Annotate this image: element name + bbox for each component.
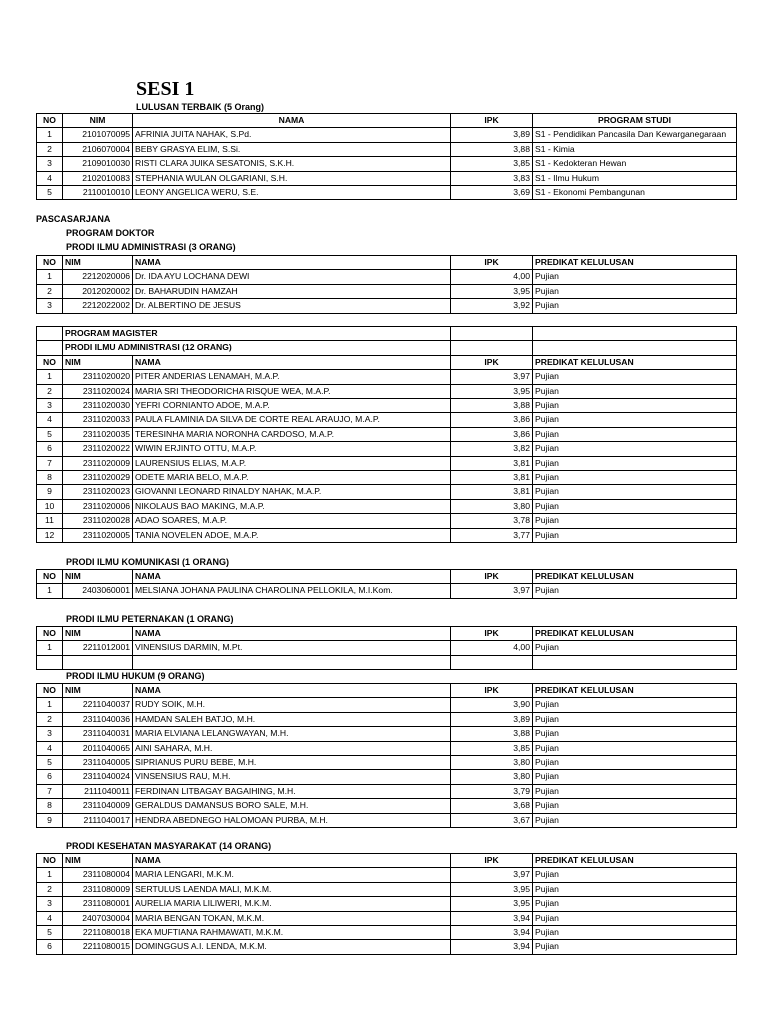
cell-nim: 2102010083 xyxy=(63,171,133,185)
cell-no: 3 xyxy=(37,897,63,911)
col-predikat: PREDIKAT KELULUSAN xyxy=(533,570,737,584)
cell-pred: Pujian xyxy=(533,471,737,485)
cell-no: 1 xyxy=(37,698,63,712)
col-nama: NAMA xyxy=(133,355,451,369)
cell-no: 2 xyxy=(37,142,63,156)
cell-nama: ODETE MARIA BELO, M.A.P. xyxy=(133,471,451,485)
cell-ipk: 3,78 xyxy=(451,514,533,528)
table-row xyxy=(37,698,737,712)
col-program: PROGRAM STUDI xyxy=(533,114,737,128)
cell-ipk: 3,95 xyxy=(451,897,533,911)
cell-nama: BEBY GRASYA ELIM, S.Si. xyxy=(133,142,451,156)
cell-nim: 2311040031 xyxy=(63,727,133,741)
cell-no: 8 xyxy=(37,471,63,485)
cell-nama: STEPHANIA WULAN OLGARIANI, S.H. xyxy=(133,171,451,185)
col-ipk: IPK xyxy=(451,684,533,698)
col-nama: NAMA xyxy=(133,627,451,641)
cell-nim: 2311020020 xyxy=(63,370,133,384)
col-ipk: IPK xyxy=(451,570,533,584)
peternakan-table xyxy=(36,626,737,670)
cell-nama: WIWIN ERJINTO OTTU, M.A.P. xyxy=(133,442,451,456)
cell-no: 6 xyxy=(37,442,63,456)
cell-no: 3 xyxy=(37,157,63,171)
cell-nim: 2311020030 xyxy=(63,399,133,413)
table-row xyxy=(37,926,737,940)
table-header-row xyxy=(37,570,737,584)
cell-nama: Dr. IDA AYU LOCHANA DEWI xyxy=(133,270,451,284)
col-predikat: PREDIKAT KELULUSAN xyxy=(533,684,737,698)
cell-ipk: 3,94 xyxy=(451,911,533,925)
cell-nama: VINSENSIUS RAU, M.H. xyxy=(133,770,451,784)
table-row xyxy=(37,299,737,313)
cell-ipk: 3,86 xyxy=(451,427,533,441)
col-nama: NAMA xyxy=(133,256,451,270)
cell-nama: MARIA LENGARI, M.K.M. xyxy=(133,868,451,882)
cell-no: 9 xyxy=(37,813,63,827)
table-row xyxy=(37,727,737,741)
cell-nama: NIKOLAUS BAO MAKING, M.A.P. xyxy=(133,499,451,513)
cell-nim: 2212022002 xyxy=(63,299,133,313)
table-row xyxy=(37,514,737,528)
cell-nama: TERESINHA MARIA NORONHA CARDOSO, M.A.P. xyxy=(133,427,451,441)
table-row xyxy=(37,270,737,284)
cell-pred: Pujian xyxy=(533,911,737,925)
cell-nama: RISTI CLARA JUIKA SESATONIS, S.K.H. xyxy=(133,157,451,171)
cell-ipk: 3,85 xyxy=(451,157,533,171)
table-row xyxy=(37,813,737,827)
cell-ipk: 3,88 xyxy=(451,727,533,741)
col-nim: NIM xyxy=(63,684,133,698)
table-row xyxy=(37,142,737,156)
table-row xyxy=(37,186,737,200)
cell-nama: ADAO SOARES, M.A.P. xyxy=(133,514,451,528)
cell-no: 1 xyxy=(37,370,63,384)
cell-nim: 2311080004 xyxy=(63,868,133,882)
cell-pred: Pujian xyxy=(533,427,737,441)
magister-label: PROGRAM MAGISTER xyxy=(63,327,451,341)
table-row xyxy=(37,157,737,171)
table-row xyxy=(37,284,737,298)
peternakan-label: PRODI ILMU PETERNAKAN (1 ORANG) xyxy=(66,614,234,624)
cell-nama: TANIA NOVELEN ADOE, M.A.P. xyxy=(133,528,451,542)
cell-nim: 2212020006 xyxy=(63,270,133,284)
cell-ipk: 3,89 xyxy=(451,712,533,726)
cell-no: 1 xyxy=(37,270,63,284)
cell-nim: 2311020024 xyxy=(63,384,133,398)
table-header-row xyxy=(37,627,737,641)
cell-nama: MARIA SRI THEODORICHA RISQUE WEA, M.A.P. xyxy=(133,384,451,398)
cell-nim: 2311020005 xyxy=(63,528,133,542)
table-row xyxy=(37,471,737,485)
magister-admin-label: PRODI ILMU ADMINISTRASI (12 ORANG) xyxy=(63,341,451,355)
col-nim: NIM xyxy=(63,854,133,868)
cell-no: 12 xyxy=(37,528,63,542)
cell-ipk: 3,79 xyxy=(451,784,533,798)
cell-no: 5 xyxy=(37,756,63,770)
cell-nama: FERDINAN LITBAGAY BAGAIHING, M.H. xyxy=(133,784,451,798)
cell-no: 4 xyxy=(37,741,63,755)
cell-nama: AFRINIA JUITA NAHAK, S.Pd. xyxy=(133,128,451,142)
cell-no: 2 xyxy=(37,384,63,398)
table-row xyxy=(37,370,737,384)
magister-admin-label-row xyxy=(37,341,737,355)
cell-pred: Pujian xyxy=(533,270,737,284)
cell-no: 1 xyxy=(37,584,63,598)
cell-pred: Pujian xyxy=(533,741,737,755)
cell-ipk: 3,86 xyxy=(451,413,533,427)
cell-nama: VINENSIUS DARMIN, M.Pt. xyxy=(133,641,451,655)
cell-ipk: 3,94 xyxy=(451,940,533,954)
cell-pred: Pujian xyxy=(533,799,737,813)
cell-no: 8 xyxy=(37,799,63,813)
table-header-row xyxy=(37,684,737,698)
cell-nim: 2109010030 xyxy=(63,157,133,171)
cell-pred: Pujian xyxy=(533,784,737,798)
col-nama: NAMA xyxy=(133,114,451,128)
cell-nim: 2211080015 xyxy=(63,940,133,954)
cell-nim: 2110010010 xyxy=(63,186,133,200)
table-row xyxy=(37,641,737,655)
cell-ipk: 3,95 xyxy=(451,284,533,298)
table-row xyxy=(37,882,737,896)
cell-nim: 2106070004 xyxy=(63,142,133,156)
cell-ipk: 3,85 xyxy=(451,741,533,755)
table-row xyxy=(37,499,737,513)
cell-nim: 2311040024 xyxy=(63,770,133,784)
cell-nim: 2311020023 xyxy=(63,485,133,499)
cell-nama: YEFRI CORNIANTO ADOE, M.A.P. xyxy=(133,399,451,413)
cell-nim: 2403060001 xyxy=(63,584,133,598)
cell-pred: Pujian xyxy=(533,727,737,741)
cell-pred: Pujian xyxy=(533,399,737,413)
cell-nim: 2311040005 xyxy=(63,756,133,770)
table-row xyxy=(37,427,737,441)
col-nama: NAMA xyxy=(133,684,451,698)
magister-admin-table xyxy=(36,326,737,543)
table-row xyxy=(37,770,737,784)
cell-ipk: 3,97 xyxy=(451,584,533,598)
cell-nim: 2012020002 xyxy=(63,284,133,298)
cell-pred: Pujian xyxy=(533,384,737,398)
cell-prog: S1 - Kimia xyxy=(533,142,737,156)
cell-pred: Pujian xyxy=(533,299,737,313)
cell-pred: Pujian xyxy=(533,641,737,655)
cell-nim: 2211040037 xyxy=(63,698,133,712)
cell-ipk: 3,67 xyxy=(451,813,533,827)
cell-pred: Pujian xyxy=(533,370,737,384)
table-row xyxy=(37,399,737,413)
cell-pred: Pujian xyxy=(533,698,737,712)
col-no: NO xyxy=(37,854,63,868)
col-predikat: PREDIKAT KELULUSAN xyxy=(533,355,737,369)
cell-no: 4 xyxy=(37,171,63,185)
cell-ipk: 3,97 xyxy=(451,370,533,384)
komunikasi-label: PRODI ILMU KOMUNIKASI (1 ORANG) xyxy=(66,557,229,567)
cell-ipk: 3,81 xyxy=(451,471,533,485)
table-row xyxy=(37,756,737,770)
kesmas-label: PRODI KESEHATAN MASYARAKAT (14 ORANG) xyxy=(66,841,272,851)
cell-nim: 2311020028 xyxy=(63,514,133,528)
cell-no: 1 xyxy=(37,868,63,882)
cell-nim: 2311080001 xyxy=(63,897,133,911)
col-nim: NIM xyxy=(63,114,133,128)
cell-pred: Pujian xyxy=(533,813,737,827)
cell-ipk: 3,88 xyxy=(451,399,533,413)
cell-ipk: 3,68 xyxy=(451,799,533,813)
cell-no: 6 xyxy=(37,770,63,784)
table-row xyxy=(37,528,737,542)
cell-ipk: 3,94 xyxy=(451,926,533,940)
cell-nim: 2311020029 xyxy=(63,471,133,485)
cell-no: 5 xyxy=(37,427,63,441)
cell-nama: SERTULUS LAENDA MALI, M.K.M. xyxy=(133,882,451,896)
pascasarjana-label: PASCASARJANA xyxy=(36,214,111,224)
table-row xyxy=(37,128,737,142)
cell-ipk: 3,81 xyxy=(451,456,533,470)
cell-prog: S1 - Pendidikan Pancasila Dan Kewarganegaraan xyxy=(533,128,737,142)
cell-nama: Dr. BAHARUDIN HAMZAH xyxy=(133,284,451,298)
col-nim: NIM xyxy=(63,355,133,369)
cell-pred: Pujian xyxy=(533,926,737,940)
magister-label-row xyxy=(37,327,737,341)
cell-nim: 2211012001 xyxy=(63,641,133,655)
cell-nim: 2311020035 xyxy=(63,427,133,441)
cell-no: 7 xyxy=(37,456,63,470)
cell-nama: GERALDUS DAMANSUS BORO SALE, M.H. xyxy=(133,799,451,813)
cell-ipk: 3,80 xyxy=(451,499,533,513)
cell-no: 7 xyxy=(37,784,63,798)
cell-pred: Pujian xyxy=(533,712,737,726)
cell-nama: RUDY SOIK, M.H. xyxy=(133,698,451,712)
cell-nim: 2111040017 xyxy=(63,813,133,827)
col-no: NO xyxy=(37,684,63,698)
komunikasi-table xyxy=(36,569,737,599)
cell-nama: HENDRA ABEDNEGO HALOMOAN PURBA, M.H. xyxy=(133,813,451,827)
cell-ipk: 4,00 xyxy=(451,270,533,284)
cell-pred: Pujian xyxy=(533,770,737,784)
col-nim: NIM xyxy=(63,570,133,584)
cell-pred: Pujian xyxy=(533,584,737,598)
table-row xyxy=(37,741,737,755)
page-title: SESI 1 xyxy=(136,78,195,100)
cell-nim: 2111040011 xyxy=(63,784,133,798)
cell-no: 10 xyxy=(37,499,63,513)
col-predikat: PREDIKAT KELULUSAN xyxy=(533,256,737,270)
table-row xyxy=(37,799,737,813)
table-header-row xyxy=(37,256,737,270)
table-row xyxy=(37,784,737,798)
cell-no: 5 xyxy=(37,186,63,200)
col-nama: NAMA xyxy=(133,570,451,584)
cell-nama: PAULA FLAMINIA DA SILVA DE CORTE REAL ARAUJO, M.A.P. xyxy=(133,413,451,427)
cell-pred: Pujian xyxy=(533,940,737,954)
table-row xyxy=(37,868,737,882)
cell-ipk: 4,00 xyxy=(451,641,533,655)
cell-pred: Pujian xyxy=(533,413,737,427)
cell-pred: Pujian xyxy=(533,442,737,456)
cell-nama: HAMDAN SALEH BATJO, M.H. xyxy=(133,712,451,726)
cell-pred: Pujian xyxy=(533,456,737,470)
cell-pred: Pujian xyxy=(533,284,737,298)
cell-prog: S1 - Ilmu Hukum xyxy=(533,171,737,185)
cell-no: 2 xyxy=(37,712,63,726)
col-no: NO xyxy=(37,627,63,641)
table-header-row xyxy=(37,355,737,369)
table-row xyxy=(37,171,737,185)
table-header-row xyxy=(37,114,737,128)
cell-nim: 2211080018 xyxy=(63,926,133,940)
cell-nama: Dr. ALBERTINO DE JESUS xyxy=(133,299,451,313)
cell-ipk: 3,80 xyxy=(451,756,533,770)
cell-prog: S1 - Kedokteran Hewan xyxy=(533,157,737,171)
table-header-row xyxy=(37,854,737,868)
cell-nama: MARIA BENGAN TOKAN, M.K.M. xyxy=(133,911,451,925)
col-nim: NIM xyxy=(63,627,133,641)
table-row xyxy=(37,712,737,726)
table-row xyxy=(37,413,737,427)
cell-no: 3 xyxy=(37,299,63,313)
cell-no: 2 xyxy=(37,284,63,298)
doktor-admin-table xyxy=(36,255,737,314)
col-no: NO xyxy=(37,256,63,270)
kesmas-table xyxy=(36,853,737,955)
cell-nim: 2311020009 xyxy=(63,456,133,470)
cell-nama: SIPRIANUS PURU BEBE, M.H. xyxy=(133,756,451,770)
cell-ipk: 3,82 xyxy=(451,442,533,456)
cell-ipk: 3,83 xyxy=(451,171,533,185)
cell-no: 4 xyxy=(37,911,63,925)
cell-no: 1 xyxy=(37,128,63,142)
cell-no: 3 xyxy=(37,399,63,413)
col-ipk: IPK xyxy=(451,355,533,369)
cell-nama: PITER ANDERIAS LENAMAH, M.A.P. xyxy=(133,370,451,384)
cell-nama: LEONY ANGELICA WERU, S.E. xyxy=(133,186,451,200)
cell-pred: Pujian xyxy=(533,882,737,896)
cell-no: 1 xyxy=(37,641,63,655)
cell-ipk: 3,89 xyxy=(451,128,533,142)
cell-ipk: 3,80 xyxy=(451,770,533,784)
blank-row xyxy=(37,655,737,669)
cell-no: 9 xyxy=(37,485,63,499)
col-ipk: IPK xyxy=(451,256,533,270)
cell-nim: 2407030004 xyxy=(63,911,133,925)
cell-nama: MARIA ELVIANA LELANGWAYAN, M.H. xyxy=(133,727,451,741)
cell-no: 2 xyxy=(37,882,63,896)
cell-nim: 2311080009 xyxy=(63,882,133,896)
cell-pred: Pujian xyxy=(533,756,737,770)
table-row xyxy=(37,911,737,925)
cell-nama: DOMINGGUS A.I. LENDA, M.K.M. xyxy=(133,940,451,954)
cell-ipk: 3,77 xyxy=(451,528,533,542)
cell-ipk: 3,95 xyxy=(451,384,533,398)
cell-ipk: 3,92 xyxy=(451,299,533,313)
doktor-admin-label: PRODI ILMU ADMINISTRASI (3 ORANG) xyxy=(66,242,236,252)
cell-nim: 2311020022 xyxy=(63,442,133,456)
table-row xyxy=(37,485,737,499)
cell-nim: 2311020006 xyxy=(63,499,133,513)
cell-ipk: 3,81 xyxy=(451,485,533,499)
cell-no: 5 xyxy=(37,926,63,940)
col-ipk: IPK xyxy=(451,114,533,128)
cell-pred: Pujian xyxy=(533,485,737,499)
cell-no: 11 xyxy=(37,514,63,528)
hukum-table xyxy=(36,683,737,828)
cell-nama: GIOVANNI LEONARD RINALDY NAHAK, M.A.P. xyxy=(133,485,451,499)
table-row xyxy=(37,456,737,470)
cell-nim: 2311020033 xyxy=(63,413,133,427)
col-nama: NAMA xyxy=(133,854,451,868)
cell-pred: Pujian xyxy=(533,499,737,513)
cell-ipk: 3,97 xyxy=(451,868,533,882)
hukum-label: PRODI ILMU HUKUM (9 ORANG) xyxy=(66,671,205,681)
col-ipk: IPK xyxy=(451,627,533,641)
cell-pred: Pujian xyxy=(533,897,737,911)
cell-ipk: 3,90 xyxy=(451,698,533,712)
cell-nim: 2311040009 xyxy=(63,799,133,813)
top-section-label: LULUSAN TERBAIK (5 Orang) xyxy=(136,102,264,112)
table-row xyxy=(37,940,737,954)
table-row xyxy=(37,442,737,456)
col-no: NO xyxy=(37,114,63,128)
cell-nama: AURELIA MARIA LILIWERI, M.K.M. xyxy=(133,897,451,911)
cell-no: 6 xyxy=(37,940,63,954)
cell-nama: LAURENSIUS ELIAS, M.A.P. xyxy=(133,456,451,470)
cell-nama: MELSIANA JOHANA PAULINA CHAROLINA PELLOKILA, M.I.Kom. xyxy=(133,584,451,598)
col-no: NO xyxy=(37,355,63,369)
cell-no: 4 xyxy=(37,413,63,427)
cell-pred: Pujian xyxy=(533,868,737,882)
table-row xyxy=(37,384,737,398)
cell-pred: Pujian xyxy=(533,514,737,528)
cell-ipk: 3,95 xyxy=(451,882,533,896)
top-graduates-table xyxy=(36,113,737,200)
cell-nama: AINI SAHARA, M.H. xyxy=(133,741,451,755)
col-no: NO xyxy=(37,570,63,584)
cell-nim: 2101070095 xyxy=(63,128,133,142)
cell-pred: Pujian xyxy=(533,528,737,542)
table-row xyxy=(37,584,737,598)
col-nim: NIM xyxy=(63,256,133,270)
cell-prog: S1 - Ekonomi Pembangunan xyxy=(533,186,737,200)
cell-ipk: 3,69 xyxy=(451,186,533,200)
col-predikat: PREDIKAT KELULUSAN xyxy=(533,854,737,868)
doktor-label: PROGRAM DOKTOR xyxy=(66,228,155,238)
cell-nim: 2011040065 xyxy=(63,741,133,755)
col-predikat: PREDIKAT KELULUSAN xyxy=(533,627,737,641)
cell-nama: EKA MUFTIANA RAHMAWATI, M.K.M. xyxy=(133,926,451,940)
cell-no: 3 xyxy=(37,727,63,741)
cell-ipk: 3,88 xyxy=(451,142,533,156)
col-ipk: IPK xyxy=(451,854,533,868)
cell-nim: 2311040036 xyxy=(63,712,133,726)
table-row xyxy=(37,897,737,911)
